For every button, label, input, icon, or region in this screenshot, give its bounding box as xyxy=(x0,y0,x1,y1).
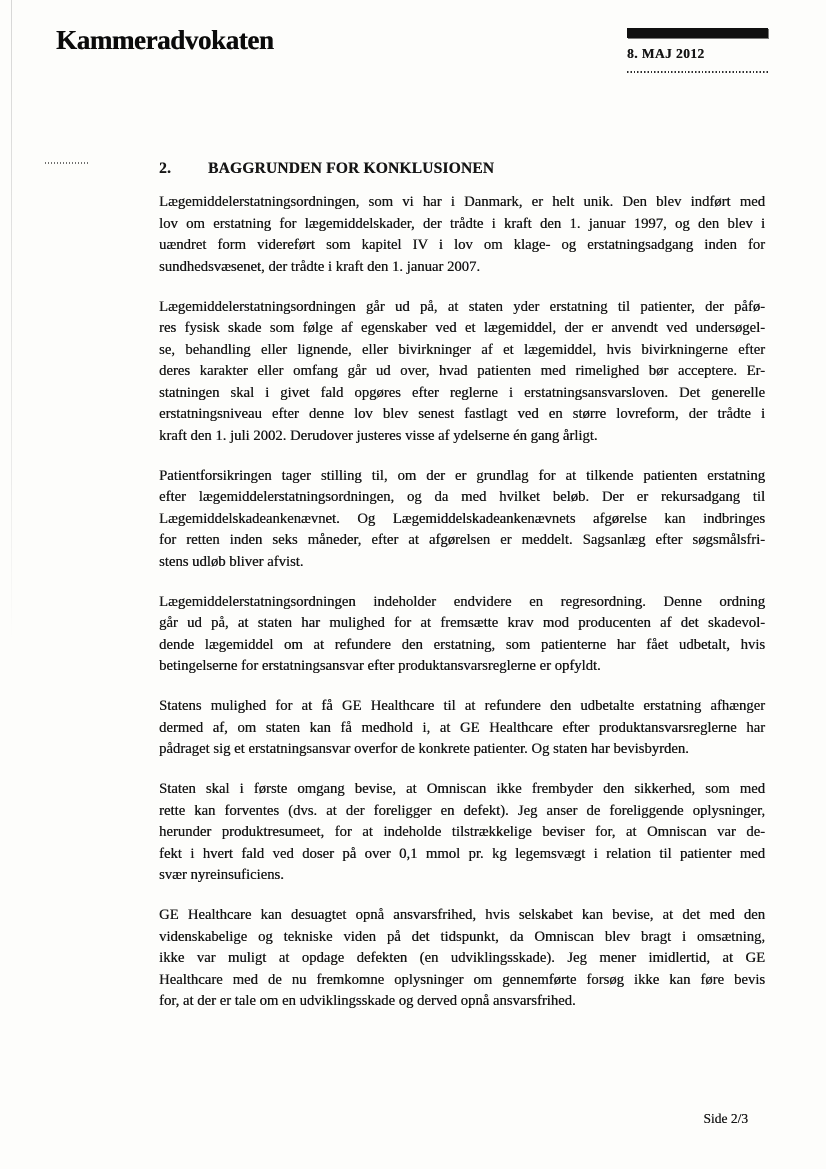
text-line: res fysisk skade som følge af egenskaber ved et lægemiddel, der er anvendt ved undersøgel- xyxy=(159,320,765,336)
paragraph xyxy=(159,297,765,448)
scan-edge-artifact xyxy=(11,0,12,640)
document-content xyxy=(159,160,765,1031)
text-line: pådraget sig et erstatningsansvar overfor de konkrete patienter. Og staten har bevisbyrden. xyxy=(159,741,689,757)
text-line: dende lægemiddel om at refundere den erstatning, som patienterne har fået udbetalt, hvis xyxy=(159,636,765,653)
paragraph xyxy=(159,192,765,278)
text-line: rette kan forventes (dvs. at der foreligger en defekt). Jeg anser de foreliggende oplysninger, xyxy=(159,802,765,819)
text-line: ikke var muligt at opdage defekten (en udviklingsskade). Jeg mener imidlertid, at GE xyxy=(159,950,765,966)
text-line: for, at der er tale om en udviklingsskade og derved opnå ansvarsfrihed. xyxy=(159,993,576,1009)
text-line: kraft den 1. juli 2002. Derudover justeres visse af ydelserne én gang årligt. xyxy=(159,427,598,444)
text-line: efter lægemiddelerstatningsordningen, og da med hvilket beløb. Der er rekursadgang til xyxy=(159,489,765,505)
header-dotted-rule xyxy=(627,71,768,73)
text-line: Lægemiddelerstatningsordningen indeholder endvidere en regresordning. Denne ordning xyxy=(159,593,765,610)
page-number: Side 2/3 xyxy=(703,1111,748,1126)
left-margin-dotted-mark xyxy=(45,162,89,164)
document-date: 8. MAJ 2012 xyxy=(627,46,705,61)
paragraph xyxy=(159,696,765,761)
paragraph xyxy=(159,905,765,1013)
section-heading xyxy=(159,160,765,178)
paragraph xyxy=(159,592,765,678)
text-line: fekt i hvert fald ved doser på over 0,1 mmol pr. kg legemsvægt i relation til patienter med xyxy=(159,845,765,862)
header-date-block xyxy=(627,28,768,73)
text-line: sundhedsvæsenet, der trådte i kraft den 1. januar 2007. xyxy=(159,258,480,275)
text-line: Healthcare med de nu fremkomne oplysninger om gennemførte forsøg ikke kan føre bevis xyxy=(159,971,765,988)
text-line: GE Healthcare kan desuagtet opnå ansvarsfrihed, hvis selskabet kan bevise, at det med den xyxy=(159,907,765,923)
text-line: deres karakter eller omfang går ud over, hvad patienten med rimelighed bør acceptere. Er- xyxy=(159,363,765,379)
text-line: se, behandling eller lignende, eller bivirkninger af et lægemiddel, hvis bivirkningerne efter xyxy=(159,341,765,358)
text-line: for retten inden seks måneder, efter at afgørelsen er meddelt. Sagsanlæg efter søgsmålsfri- xyxy=(159,532,765,548)
text-line: videnskabelige og tekniske viden på det tidspunkt, da Omniscan blev bragt i omsætning, xyxy=(159,928,765,945)
section-number: 2. xyxy=(159,160,172,177)
text-line: Staten skal i første omgang bevise, at Omniscan ikke frembyder den sikkerhed, som med xyxy=(159,781,765,797)
header-black-bar xyxy=(627,28,768,38)
text-line: lov om erstatning for lægemiddelskader, der trådte i kraft den 1. januar 1997, og den blev i xyxy=(159,215,765,232)
text-line: Lægemiddelerstatningsordningen går ud på, at staten yder erstatning til patienter, der påfø- xyxy=(159,298,765,315)
text-line: uændret form videreført som kapitel IV i lov om klage- og erstatningsadgang inden for xyxy=(159,237,765,253)
paragraph xyxy=(159,779,765,887)
document-body xyxy=(159,192,765,1013)
text-line: herunder produktresumeet, for at indeholde tilstrækkelige beviser for, at Omniscan var de- xyxy=(159,824,765,840)
text-line: Lægemiddelskadeankenævnet. Og Lægemiddelskadeankenævnets afgørelse kan indbringes xyxy=(159,510,765,527)
paragraph xyxy=(159,466,765,574)
text-line: går ud på, at staten har mulighed for at fremsætte krav mod producenten af det skadevol- xyxy=(159,615,765,631)
text-line: betingelserne for erstatningsansvar efter produktansvarsreglerne er opfyldt. xyxy=(159,658,601,674)
text-line: Patientforsikringen tager stilling til, om der er grundlag for at tilkende patienten erstatning xyxy=(159,467,765,484)
kammeradvokaten-logo: Kammeradvokaten xyxy=(56,25,274,55)
text-line: erstatningsniveau efter denne lov blev senest fastlagt ved en større lovreform, der trådte i xyxy=(159,406,765,422)
text-line: svær nyreinsuficiens. xyxy=(159,867,284,883)
section-title: BAGGRUNDEN FOR KONKLUSIONEN xyxy=(208,160,495,177)
text-line: statningen skal i givet fald opgøres efter reglerne i erstatningsansvarsloven. Det generelle xyxy=(159,384,765,401)
text-line: Lægemiddelerstatningsordningen, som vi har i Danmark, er helt unik. Den blev indført med xyxy=(159,194,765,210)
text-line: stens udløb bliver afvist. xyxy=(159,553,304,570)
text-line: Statens mulighed for at få GE Healthcare til at refundere den udbetalte erstatning afhænger xyxy=(159,698,765,714)
text-line: dermed af, om staten kan få medhold i, at GE Healthcare efter produktansvarsreglerne har xyxy=(159,719,765,736)
